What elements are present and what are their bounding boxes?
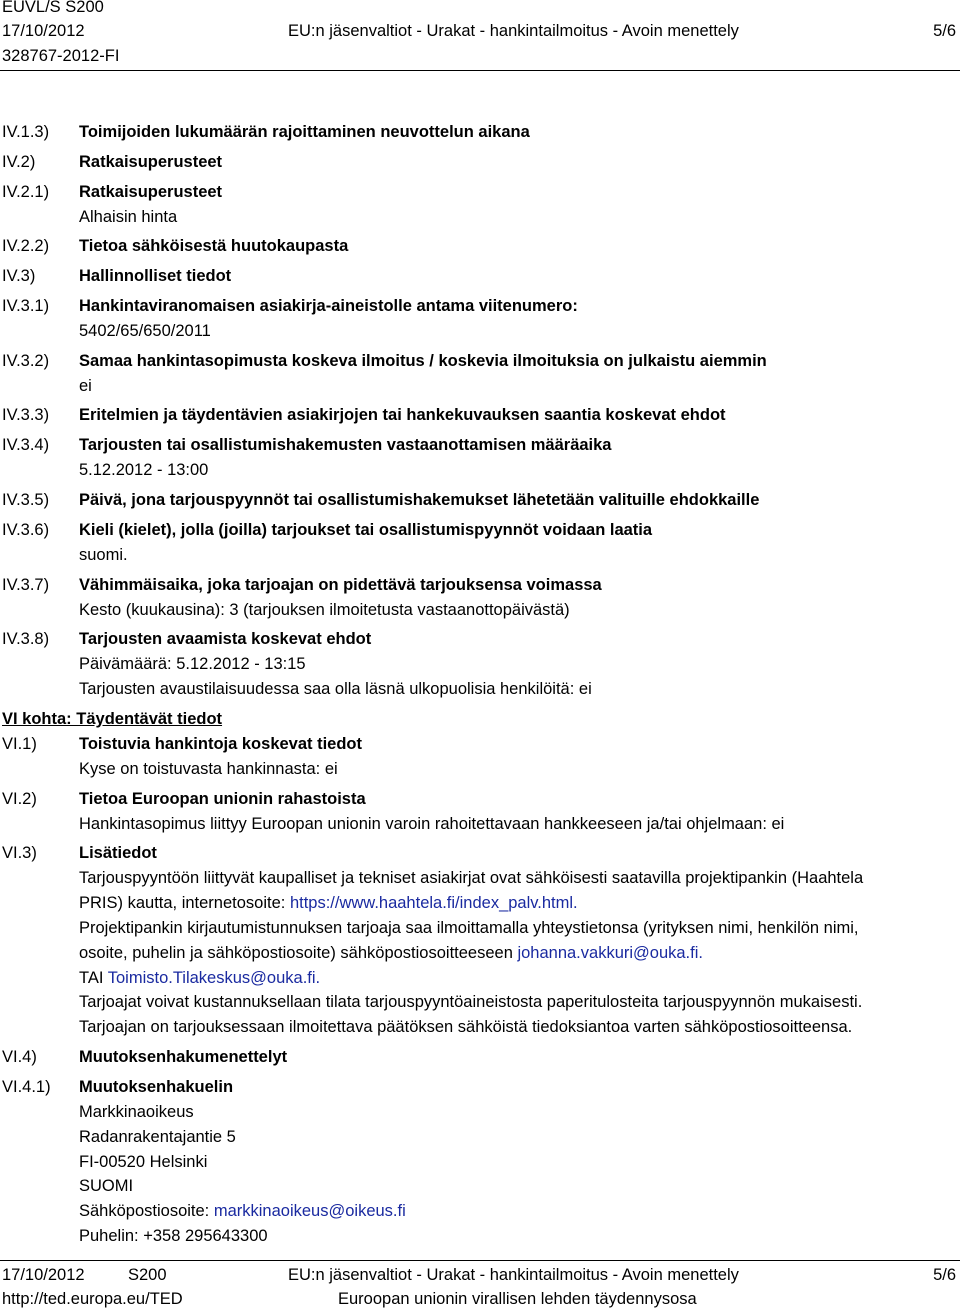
section-label: IV.3.3) xyxy=(2,406,50,424)
section-heading: Muutoksenhakumenettelyt xyxy=(79,1048,288,1066)
section-label: IV.3.7) xyxy=(2,576,50,594)
footer-page: 5/6 xyxy=(933,1266,956,1284)
section-text: Kyse on toistuvasta hankinnasta: ei xyxy=(79,760,338,778)
footer-code: S200 xyxy=(128,1266,167,1284)
footer-supplement: Euroopan unionin virallisen lehden täydennysosa xyxy=(338,1290,697,1308)
header-title: EU:n jäsenvaltiot - Urakat - hankintailmoitus - Avoin menettely xyxy=(288,22,739,40)
section-label: VI.3) xyxy=(2,844,37,862)
section-heading: Toimijoiden lukumäärän rajoittaminen neuvottelun aikana xyxy=(79,123,530,141)
section-heading: Tietoa sähköisestä huutokaupasta xyxy=(79,237,349,255)
project-bank-link[interactable]: https://www.haahtela.fi/index_palv.html. xyxy=(289,894,578,912)
header-rule xyxy=(0,70,960,71)
section-text: 5.12.2012 - 13:00 xyxy=(79,461,209,479)
section-text: ei xyxy=(79,377,92,395)
section-text: Tarjousten avaustilaisuudessa saa olla läsnä ulkopuolisia henkilöitä: ei xyxy=(79,680,592,698)
section-heading: Eritelmien ja täydentävien asiakirjojen tai hankekuvauksen saantia koskevat ehdot xyxy=(79,406,726,424)
section-label: IV.2) xyxy=(2,153,36,171)
section-label: IV.3.1) xyxy=(2,297,50,315)
footer-title: EU:n jäsenvaltiot - Urakat - hankintailmoitus - Avoin menettely xyxy=(288,1266,739,1284)
section-label: VI.4) xyxy=(2,1048,37,1066)
section-text: suomi. xyxy=(79,546,128,564)
review-body-phone: Puhelin: +358 295643300 xyxy=(79,1227,268,1245)
review-body-name: Markkinaoikeus xyxy=(79,1103,194,1121)
section-text xyxy=(79,968,320,988)
section-heading: Hankintaviranomaisen asiakirja-aineistolle antama viitenumero: xyxy=(79,297,578,315)
header-page: 5/6 xyxy=(933,22,956,40)
section-heading: Lisätiedot xyxy=(79,844,157,862)
section-text xyxy=(79,943,703,963)
section-text: Projektipankin kirjautumistunnuksen tarjoaja saa ilmoittamalla yhteystietonsa (yrityksen nimi, henkilön nimi, xyxy=(79,919,859,937)
part-title: VI kohta: Täydentävät tiedot xyxy=(2,710,223,728)
section-label: IV.3.2) xyxy=(2,352,50,370)
section-text: Alhaisin hinta xyxy=(79,208,178,226)
section-label: VI.2) xyxy=(2,790,37,808)
section-text xyxy=(79,893,578,913)
section-text: Tarjoajat voivat kustannuksellaan tilata tarjouspyyntöaineistosta paperitulosteita tarjouspyynnön mukaisesti. xyxy=(79,993,863,1011)
review-body-street: Radanrakentajantie 5 xyxy=(79,1128,236,1146)
section-text: Hankintasopimus liittyy Euroopan unionin varoin rahoitettavaan hankkeeseen ja/tai ohjelmaan: ei xyxy=(79,815,785,833)
footer-url[interactable]: http://ted.europa.eu/TED xyxy=(2,1290,183,1308)
section-label: IV.1.3) xyxy=(2,123,50,141)
section-heading: Tarjousten avaamista koskevat ehdot xyxy=(79,630,372,648)
section-label: IV.3.6) xyxy=(2,521,50,539)
section-label: VI.1) xyxy=(2,735,37,753)
footer-rule xyxy=(0,1260,960,1261)
section-heading: Ratkaisuperusteet xyxy=(79,183,223,201)
section-heading: Hallinnolliset tiedot xyxy=(79,267,232,285)
review-body-country: SUOMI xyxy=(79,1177,134,1195)
section-heading: Toistuvia hankintoja koskevat tiedot xyxy=(79,735,363,753)
section-text: Tarjouspyyntöön liittyvät kaupalliset ja tekniset asiakirjat ovat sähköisesti saatavilla projektipankin (Haahtela xyxy=(79,869,864,887)
office-email-link[interactable]: Toimisto.Tilakeskus@ouka.fi. xyxy=(107,969,321,987)
section-text: Tarjoajan on tarjouksessaan ilmoitettava päätöksen sähköistä tiedoksiantoa varten sähköpostiosoitteensa. xyxy=(79,1018,853,1036)
section-heading: Samaa hankintasopimusta koskeva ilmoitus / koskevia ilmoituksia on julkaistu aiemmin xyxy=(79,352,767,370)
text-fragment: osoite, puhelin ja sähköpostiosoite) sähköpostiosoitteeseen xyxy=(79,944,518,962)
section-heading: Ratkaisuperusteet xyxy=(79,153,223,171)
section-label: IV.2.2) xyxy=(2,237,50,255)
section-heading: Tietoa Euroopan unionin rahastoista xyxy=(79,790,366,808)
review-body-email xyxy=(79,1201,406,1221)
section-text: Kesto (kuukausina): 3 (tarjouksen ilmoitetusta vastaanottopäivästä) xyxy=(79,601,570,619)
section-heading: Kieli (kielet), jolla (joilla) tarjoukset tai osallistumispyynnöt voidaan laatia xyxy=(79,521,653,539)
section-text: 5402/65/650/2011 xyxy=(79,322,211,340)
section-heading: Vähimmäisaika, joka tarjoajan on pidettävä tarjouksensa voimassa xyxy=(79,576,602,594)
section-heading: Päivä, jona tarjouspyynnöt tai osallistumishakemukset lähetetään valituille ehdokkaille xyxy=(79,491,760,509)
text-fragment: Sähköpostiosoite: xyxy=(79,1202,214,1220)
footer-date: 17/10/2012 xyxy=(2,1266,85,1284)
review-body-city: FI-00520 Helsinki xyxy=(79,1153,208,1171)
text-fragment: PRIS) kautta, internetosoite: xyxy=(79,894,290,912)
section-heading: Muutoksenhakuelin xyxy=(79,1078,234,1096)
text-fragment: TAI xyxy=(79,969,108,987)
section-label: IV.3) xyxy=(2,267,36,285)
contact-email-link[interactable]: johanna.vakkuri@ouka.fi. xyxy=(517,944,703,962)
review-body-email-link[interactable]: markkinaoikeus@oikeus.fi xyxy=(213,1202,406,1220)
section-label: IV.3.5) xyxy=(2,491,50,509)
section-label: IV.3.8) xyxy=(2,630,50,648)
section-label: IV.2.1) xyxy=(2,183,50,201)
header-series: EUVL/S S200 xyxy=(2,0,104,16)
header-date: 17/10/2012 xyxy=(2,22,85,40)
section-label: IV.3.4) xyxy=(2,436,50,454)
section-label: VI.4.1) xyxy=(2,1078,51,1096)
header-reference: 328767-2012-FI xyxy=(2,47,120,65)
section-text: Päivämäärä: 5.12.2012 - 13:15 xyxy=(79,655,306,673)
section-heading: Tarjousten tai osallistumishakemusten vastaanottamisen määräaika xyxy=(79,436,612,454)
